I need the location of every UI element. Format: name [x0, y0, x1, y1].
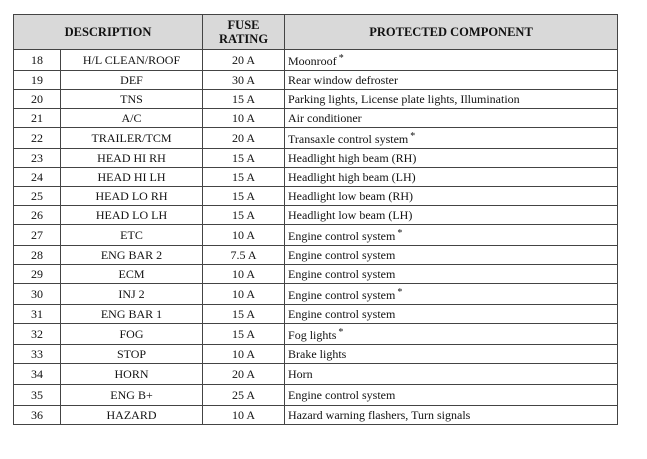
fuse-description-cell: HEAD LO RH [61, 187, 203, 206]
protected-component-text: Transaxle control system [288, 132, 409, 146]
protected-component-cell [285, 168, 618, 187]
fuse-table [13, 14, 618, 425]
fuse-number-cell: 30 [14, 284, 61, 305]
protected-component-text: Engine control system [288, 288, 396, 302]
protected-component-text: Brake lights [288, 346, 347, 361]
protected-component-cell [285, 406, 618, 425]
fuse-number-cell: 34 [14, 364, 61, 385]
table-row [14, 246, 618, 265]
table-row [14, 324, 618, 345]
fuse-number-cell: 35 [14, 385, 61, 406]
protected-component-cell [285, 225, 618, 246]
table-header-row [14, 15, 618, 50]
fuse-rating-cell: 10 A [203, 345, 285, 364]
protected-component-text: Air conditioner [288, 110, 362, 125]
fuse-rating-cell: 7.5 A [203, 246, 285, 265]
table-row [14, 284, 618, 305]
protected-component-text: Engine control system [288, 266, 396, 281]
fuse-description-cell: HAZARD [61, 406, 203, 425]
fuse-rating-cell: 20 A [203, 128, 285, 149]
protected-component-text: Rear window defroster [288, 72, 398, 87]
protected-component-cell [285, 128, 618, 149]
fuse-number-cell: 32 [14, 324, 61, 345]
protected-component-cell [285, 206, 618, 225]
protected-component-cell [285, 345, 618, 364]
fuse-rating-cell: 10 A [203, 109, 285, 128]
protected-component-text: Horn [288, 366, 313, 381]
protected-component-text: Headlight low beam (RH) [288, 188, 413, 203]
fuse-description-cell: INJ 2 [61, 284, 203, 305]
protected-component-cell [285, 187, 618, 206]
fuse-rating-cell: 10 A [203, 406, 285, 425]
header-fuse-line1: FUSE [227, 18, 260, 32]
fuse-rating-cell: 10 A [203, 225, 285, 246]
fuse-rating-cell: 15 A [203, 305, 285, 324]
fuse-number-cell: 22 [14, 128, 61, 149]
protected-component-cell [285, 385, 618, 406]
fuse-description-cell: ETC [61, 225, 203, 246]
table-row [14, 128, 618, 149]
fuse-description-cell: ENG BAR 1 [61, 305, 203, 324]
protected-component-cell [285, 284, 618, 305]
protected-component-text: Engine control system [288, 247, 396, 262]
protected-component-text: Moonroof [288, 54, 337, 68]
table-row [14, 225, 618, 246]
table-row [14, 305, 618, 324]
protected-component-text: Parking lights, License plate lights, Illumination [288, 91, 520, 106]
fuse-description-cell: A/C [61, 109, 203, 128]
fuse-description-cell: ENG BAR 2 [61, 246, 203, 265]
fuse-rating-cell: 15 A [203, 206, 285, 225]
table-row [14, 364, 618, 385]
protected-component-cell [285, 265, 618, 284]
footnote-asterisk: * [410, 131, 416, 142]
fuse-description-cell: FOG [61, 324, 203, 345]
protected-component-cell [285, 364, 618, 385]
table-row [14, 168, 618, 187]
fuse-number-cell: 23 [14, 149, 61, 168]
protected-component-text: Headlight high beam (LH) [288, 169, 416, 184]
table-row [14, 385, 618, 406]
protected-component-text: Engine control system [288, 306, 396, 321]
table-body [14, 50, 618, 425]
header-fuse-rating [203, 15, 285, 50]
footnote-asterisk: * [397, 228, 403, 239]
table-row [14, 265, 618, 284]
protected-component-cell [285, 246, 618, 265]
footnote-asterisk: * [338, 327, 344, 338]
fuse-number-cell: 24 [14, 168, 61, 187]
fuse-number-cell: 36 [14, 406, 61, 425]
fuse-number-cell: 27 [14, 225, 61, 246]
protected-component-text: Fog lights [288, 328, 337, 342]
fuse-description-cell: TRAILER/TCM [61, 128, 203, 149]
fuse-description-cell: TNS [61, 90, 203, 109]
fuse-number-cell: 21 [14, 109, 61, 128]
fuse-description-cell: DEF [61, 71, 203, 90]
protected-component-cell [285, 71, 618, 90]
fuse-description-cell: HEAD HI LH [61, 168, 203, 187]
fuse-rating-cell: 10 A [203, 284, 285, 305]
fuse-number-cell: 18 [14, 50, 61, 71]
fuse-number-cell: 25 [14, 187, 61, 206]
header-description: DESCRIPTION [14, 15, 203, 50]
fuse-rating-cell: 25 A [203, 385, 285, 406]
fuse-number-cell: 28 [14, 246, 61, 265]
table-row [14, 50, 618, 71]
fuse-number-cell: 20 [14, 90, 61, 109]
fuse-rating-cell: 15 A [203, 149, 285, 168]
table-row [14, 187, 618, 206]
fuse-number-cell: 31 [14, 305, 61, 324]
table-row [14, 71, 618, 90]
fuse-rating-cell: 20 A [203, 50, 285, 71]
fuse-description-cell: HEAD LO LH [61, 206, 203, 225]
protected-component-text: Engine control system [288, 229, 396, 243]
fuse-rating-cell: 20 A [203, 364, 285, 385]
table-row [14, 109, 618, 128]
table-row [14, 206, 618, 225]
protected-component-text: Hazard warning flashers, Turn signals [288, 407, 471, 422]
header-fuse-line2: RATING [218, 32, 269, 46]
fuse-number-cell: 29 [14, 265, 61, 284]
fuse-rating-cell: 15 A [203, 168, 285, 187]
table-row [14, 345, 618, 364]
fuse-description-cell: HEAD HI RH [61, 149, 203, 168]
fuse-rating-cell: 15 A [203, 187, 285, 206]
fuse-rating-cell: 10 A [203, 265, 285, 284]
table-row [14, 149, 618, 168]
fuse-number-cell: 19 [14, 71, 61, 90]
footnote-asterisk: * [338, 53, 344, 64]
fuse-description-cell: STOP [61, 345, 203, 364]
protected-component-text: Engine control system [288, 387, 396, 402]
header-protected-component: PROTECTED COMPONENT [285, 15, 618, 50]
table-row [14, 90, 618, 109]
table-row [14, 406, 618, 425]
fuse-description-cell: ECM [61, 265, 203, 284]
fuse-rating-cell: 30 A [203, 71, 285, 90]
protected-component-cell [285, 305, 618, 324]
fuse-number-cell: 26 [14, 206, 61, 225]
fuse-rating-cell: 15 A [203, 90, 285, 109]
fuse-description-cell: ENG B+ [61, 385, 203, 406]
protected-component-cell [285, 50, 618, 71]
fuse-description-cell: HORN [61, 364, 203, 385]
protected-component-text: Headlight high beam (RH) [288, 150, 417, 165]
fuse-number-cell: 33 [14, 345, 61, 364]
protected-component-cell [285, 109, 618, 128]
protected-component-text: Headlight low beam (LH) [288, 207, 413, 222]
protected-component-cell [285, 90, 618, 109]
footnote-asterisk: * [397, 287, 403, 298]
fuse-rating-cell: 15 A [203, 324, 285, 345]
protected-component-cell [285, 324, 618, 345]
protected-component-cell [285, 149, 618, 168]
fuse-description-cell: H/L CLEAN/ROOF [61, 50, 203, 71]
